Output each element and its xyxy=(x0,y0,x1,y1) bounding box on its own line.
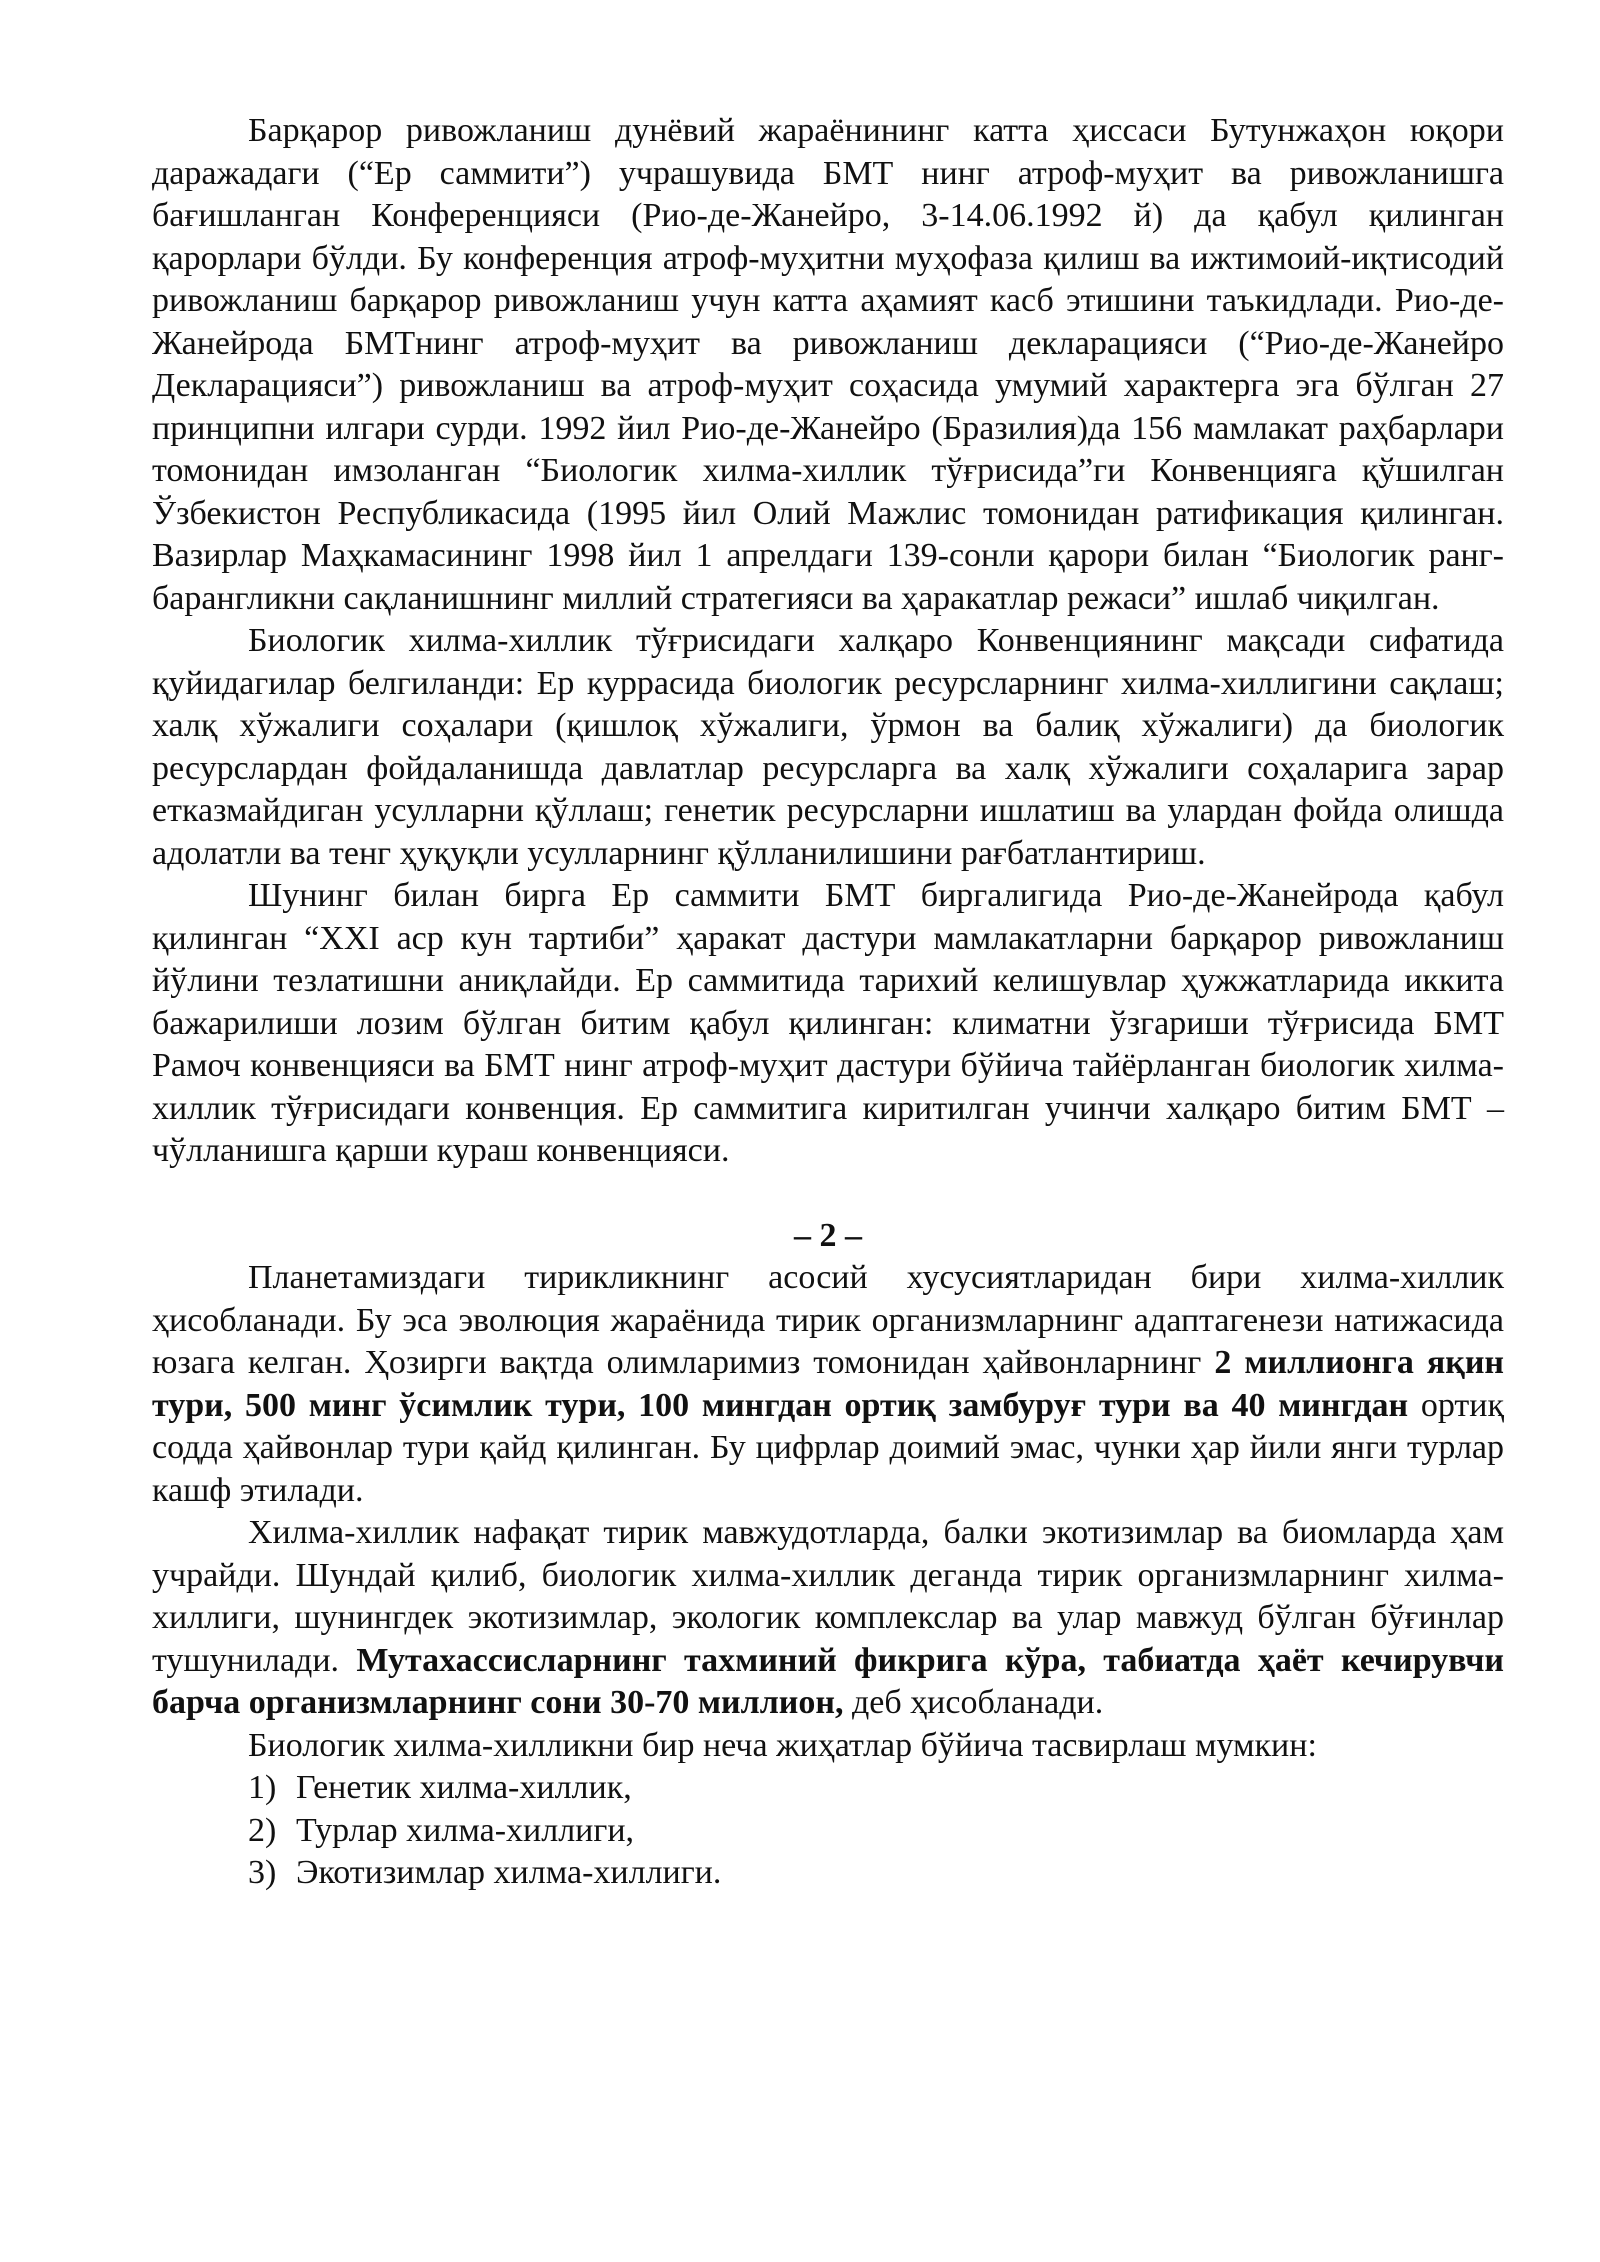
species-lead-text: Планетамиздаги тирикликнинг асосий хусусиятларидан бири хилма-хиллик ҳисобланади. Бу эса эволюция жараёнида тирик организмларнинг адаптагенези натижасида юзага келган. Ҳозирги вақтда олимларимиз томонидан ҳайвонларнинг xyxy=(152,1259,1504,1381)
page-number: – 2 – xyxy=(794,1216,862,1254)
paragraph-species-count xyxy=(152,1257,1504,1512)
paragraph-aspects-intro: Биологик хилма-хилликни бир неча жиҳатлар бўйича тасвирлаш мумкин: xyxy=(248,1726,1317,1764)
list-item-text: Турлар хилма-хиллиги, xyxy=(296,1811,635,1849)
paragraph-earth-summit: Шунинг билан бирга Ер саммити БМТ биргалигида Рио-де-Жанейрода қабул қилинган “XXI аср кун тартиби” ҳаракат дастури мамлакатларни барқарор ривожланиш йўлини тезлатишни аниқлайди. Ер саммитида тарихий келишувлар ҳужжатларида иккита бажарилиши лозим бўлган битим қабул қилинган: климатни ўзгариши тўғрисида БМТ Рамоч конвенцияси ва БМТ нинг атроф-муҳит дастури бўйича тайёрланган биологик хилма-хиллик тўғрисидаги конвенция. Ер саммитига киритилган учинчи халқаро битим БМТ – чўлланишга қарши кураш конвенцияси. xyxy=(152,877,1504,1169)
list-item xyxy=(248,1767,1504,1810)
list-item-text: Экотизимлар хилма-хиллиги. xyxy=(296,1854,722,1891)
document-page xyxy=(152,110,1504,1895)
list-item xyxy=(248,1852,1504,1895)
paragraph-convention-goals: Биологик хилма-хиллик тўғрисидаги халқаро Конвенциянинг мақсади сифатида қуйидагилар белгиланди: Ер куррасида биологик ресурсларнинг хилма-хиллигини сақлаш; халқ хўжалиги соҳалари (қишлоқ хўжалиги, ўрмон ва балиқ хўжалиги) да биологик ресурслардан фойдаланишда давлатлар ресурсларга ва халқ хўжалиги соҳаларига зарар етказмайдиган усулларни қўллаш; генетик ресурсларни ишлатиш ва улардан фойда олишда адолатли ва тенг ҳуқуқли усулларнинг қўлланилишини рағбатлантириш. xyxy=(152,622,1504,872)
list-item-number: 3) xyxy=(248,1854,277,1891)
species-bold-text: 2 миллионга яқин тури, 500 минг ўсимлик тури, 100 мингдан ортиқ замбуруғ тури ва 40 мингдан xyxy=(152,1344,1504,1424)
paragraph-sustainable-development: Барқарор ривожланиш дунёвий жараёнининг катта ҳиссаси Бутунжаҳон юқори даражадаги (“Ер саммити”) учрашувида БМТ нинг атроф-муҳит ва ривожланишга бағишланган Конференцияси (Рио-де-Жанейро, 3-14.06.1992 й) да қабул қилинган қарорлари бўлди. Бу конференция атроф-муҳитни муҳофаза қилиш ва ижтимоий-иқтисодий ривожланиш барқарор ривожланиш учун катта аҳамият касб этишини таъкидлади. Рио-де-Жанейрода БМТнинг атроф-муҳит ва ривожланиш декларацияси (“Рио-де-Жанейро Декларацияси”) ривожланиш ва атроф-муҳит соҳасида умумий характерга эга бўлган 27 принципни илгари сурди. 1992 йил Рио-де-Жанейро (Бразилия)да 156 мамлакат раҳбарлари томонидан имзоланган “Биологик хилма-хиллик тўғрисида”ги Конвенцияга қўшилган Ўзбекистон Республикасида (1995 йил Олий Мажлис томонидан ратификация қилинган. Вазирлар Маҳкамасининг 1998 йил 1 апрелдаги 139-сонли қарори билан “Биологик ранг-барангликни сақланишнинг миллий стратегияси ва ҳаракатлар режаси” ишлаб чиқилган. xyxy=(152,112,1504,617)
diversity-bold-text: Мутахассисларнинг тахминий фикрига кўра, табиатда ҳаёт кечирувчи барча организмларнинг сони 30-70 миллион, xyxy=(152,1641,1504,1721)
list-item xyxy=(248,1810,1504,1853)
list-item-number: 1) xyxy=(248,1769,277,1806)
list-item-number: 2) xyxy=(248,1811,277,1849)
paragraph-diversity-definition xyxy=(152,1512,1504,1725)
diversity-tail-text: деб ҳисобланади. xyxy=(843,1684,1104,1721)
aspects-list xyxy=(152,1767,1504,1895)
species-tail-text: ортиқ содда ҳайвонлар тури қайд қилинган. Бу цифрлар доимий эмас, чунки ҳар йили янги турлар кашф этилади. xyxy=(152,1386,1504,1509)
list-item-text: Генетик хилма-хиллик, xyxy=(296,1769,632,1806)
diversity-lead-text: Хилма-хиллик нафақат тирик мавжудотларда, балки экотизимлар ва биомларда ҳам учрайди. Шундай қилиб, биологик хилма-хиллик деганда тирик организмларнинг хилма-хиллиги, шунингдек экотизимлар, экологик комплекслар ва улар мавжуд бўлган бўғинлар тушунилади. xyxy=(152,1514,1504,1679)
